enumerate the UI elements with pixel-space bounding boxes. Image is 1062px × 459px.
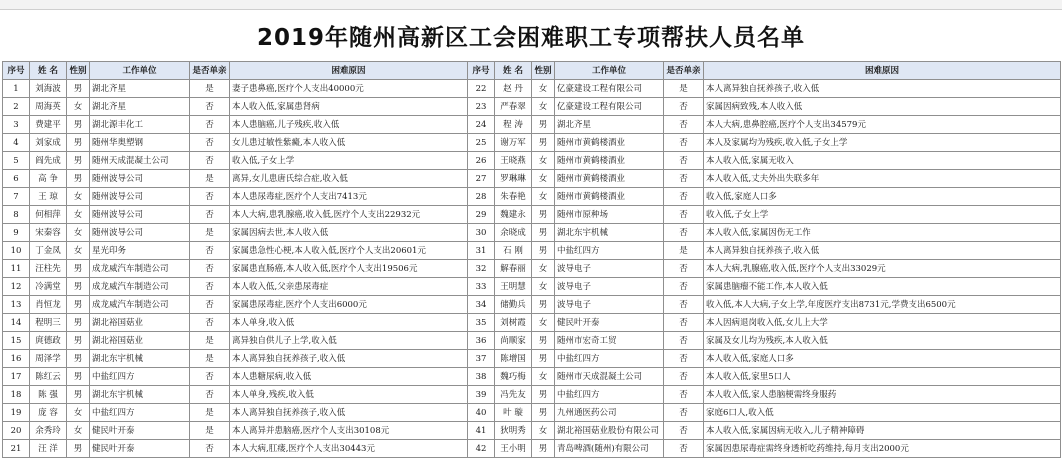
cell-no: 6 (3, 170, 30, 188)
table-row (3, 350, 1061, 368)
cell-reason: 本人单身,收入低 (230, 314, 468, 332)
cell-gender: 女 (532, 368, 555, 386)
table-body (3, 80, 1061, 458)
table-row (3, 314, 1061, 332)
cell-unit: 亿豪建设工程有限公司 (555, 80, 664, 98)
cell-reason: 家属因病去世,本人收入低 (230, 224, 468, 242)
cell-single: 是 (664, 242, 704, 260)
cell-single: 否 (664, 404, 704, 422)
header-unit: 工作单位 (90, 62, 190, 80)
cell-gender: 女 (532, 314, 555, 332)
cell-single: 否 (190, 260, 230, 278)
cell-no: 19 (3, 404, 30, 422)
cell-reason: 女儿患过敏性紫癜,本人收入低 (230, 134, 468, 152)
cell-single: 否 (664, 152, 704, 170)
cell-unit: 湖北齐星 (555, 116, 664, 134)
cell-name: 陈红云 (30, 368, 67, 386)
cell-reason: 本人收入低,家人患脑梗需终身服药 (704, 386, 1061, 404)
cell-no: 27 (468, 170, 495, 188)
table-header-row (3, 62, 1061, 80)
header-reason-right: 困难原因 (704, 62, 1061, 80)
cell-unit: 随州波导公司 (90, 224, 190, 242)
cell-unit: 九州通医药公司 (555, 404, 664, 422)
cell-unit: 随州市黄鹤楼酒业 (555, 170, 664, 188)
cell-reason: 本人及家属均为残疾,收入低,子女上学 (704, 134, 1061, 152)
cell-name: 汪柱先 (30, 260, 67, 278)
cell-gender: 男 (67, 368, 90, 386)
cell-single: 是 (190, 80, 230, 98)
cell-reason: 本人大病,患乳腺癌,收入低,医疗个人支出22932元 (230, 206, 468, 224)
cell-single: 否 (190, 278, 230, 296)
cell-gender: 女 (532, 422, 555, 440)
cell-name: 王明慧 (495, 278, 532, 296)
cell-single: 否 (664, 422, 704, 440)
cell-name: 阎先成 (30, 152, 67, 170)
cell-reason: 本人收入低,家庭人口多 (704, 350, 1061, 368)
cell-unit: 随州波导公司 (90, 188, 190, 206)
cell-gender: 男 (67, 170, 90, 188)
cell-name: 冷满堂 (30, 278, 67, 296)
header-no: 序号 (3, 62, 30, 80)
cell-gender: 女 (532, 260, 555, 278)
cell-reason: 家属患直肠癌,本人收入低,医疗个人支出19506元 (230, 260, 468, 278)
cell-gender: 女 (67, 224, 90, 242)
cell-reason: 本人收入低,父亲患尿毒症 (230, 278, 468, 296)
cell-name: 狄明秀 (495, 422, 532, 440)
cell-single: 否 (664, 314, 704, 332)
cell-gender: 女 (67, 188, 90, 206)
cell-name: 刘树霞 (495, 314, 532, 332)
table-row (3, 278, 1061, 296)
cell-name: 程明三 (30, 314, 67, 332)
cell-no: 38 (468, 368, 495, 386)
cell-gender: 男 (532, 350, 555, 368)
cell-no: 36 (468, 332, 495, 350)
cell-reason: 家属及女儿均为残疾,本人收入低 (704, 332, 1061, 350)
table-row (3, 170, 1061, 188)
cell-reason: 家属患急性心梗,本人收入低,医疗个人支出20601元 (230, 242, 468, 260)
cell-name: 王晓燕 (495, 152, 532, 170)
cell-gender: 男 (532, 440, 555, 458)
cell-no: 30 (468, 224, 495, 242)
cell-name: 周泽学 (30, 350, 67, 368)
cell-gender: 男 (532, 332, 555, 350)
cell-no: 3 (3, 116, 30, 134)
cell-name: 王小明 (495, 440, 532, 458)
cell-single: 否 (190, 134, 230, 152)
cell-single: 否 (190, 368, 230, 386)
cell-no: 35 (468, 314, 495, 332)
cell-reason: 本人收入低,家属因伤无工作 (704, 224, 1061, 242)
cell-unit: 湖北裕国菇业 (90, 314, 190, 332)
cell-single: 是 (190, 350, 230, 368)
table-row (3, 404, 1061, 422)
cell-unit: 湖北源丰化工 (90, 116, 190, 134)
cell-no: 21 (3, 440, 30, 458)
cell-gender: 男 (532, 224, 555, 242)
cell-unit: 随州市黄鹤楼酒业 (555, 152, 664, 170)
cell-no: 13 (3, 296, 30, 314)
cell-reason: 本人患尿毒症,医疗个人支出7413元 (230, 188, 468, 206)
cell-name: 冯先友 (495, 386, 532, 404)
cell-no: 11 (3, 260, 30, 278)
cell-unit: 随州市宏奇工贸 (555, 332, 664, 350)
cell-unit: 中盐红四方 (555, 242, 664, 260)
cell-gender: 女 (67, 404, 90, 422)
cell-unit: 随州市黄鹤楼酒业 (555, 188, 664, 206)
cell-unit: 湖北东宇机械 (90, 350, 190, 368)
cell-no: 32 (468, 260, 495, 278)
cell-gender: 男 (67, 440, 90, 458)
cell-reason: 本人大病,患鼻腔癌,医疗个人支出34579元 (704, 116, 1061, 134)
table-row (3, 422, 1061, 440)
cell-reason: 收入低,子女上学 (230, 152, 468, 170)
cell-name: 陈 强 (30, 386, 67, 404)
cell-unit: 中盐红四方 (90, 368, 190, 386)
cell-no: 26 (468, 152, 495, 170)
cell-name: 费建平 (30, 116, 67, 134)
cell-gender: 男 (532, 206, 555, 224)
cell-unit: 星光印务 (90, 242, 190, 260)
header-no-right: 序号 (468, 62, 495, 80)
cell-unit: 湖北裕国菇业股份有限公司 (555, 422, 664, 440)
cell-no: 34 (468, 296, 495, 314)
cell-no: 15 (3, 332, 30, 350)
page-top-strip (0, 0, 1062, 10)
table-row (3, 224, 1061, 242)
cell-gender: 男 (67, 278, 90, 296)
cell-single: 否 (664, 116, 704, 134)
cell-reason: 收入低,本人大病,子女上学,年度医疗支出8731元,学费支出6500元 (704, 296, 1061, 314)
cell-single: 否 (664, 188, 704, 206)
cell-single: 否 (190, 188, 230, 206)
cell-no: 20 (3, 422, 30, 440)
cell-single: 否 (664, 224, 704, 242)
cell-gender: 男 (532, 386, 555, 404)
cell-name: 罗琳琳 (495, 170, 532, 188)
cell-unit: 波导电子 (555, 260, 664, 278)
cell-single: 是 (190, 224, 230, 242)
cell-name: 丁金凤 (30, 242, 67, 260)
cell-gender: 男 (67, 260, 90, 278)
cell-gender: 男 (67, 314, 90, 332)
cell-no: 31 (468, 242, 495, 260)
cell-no: 29 (468, 206, 495, 224)
cell-reason: 收入低,子女上学 (704, 206, 1061, 224)
cell-single: 否 (664, 206, 704, 224)
cell-name: 余晓成 (495, 224, 532, 242)
cell-reason: 家庭6口人,收入低 (704, 404, 1061, 422)
table-row (3, 332, 1061, 350)
cell-unit: 湖北齐星 (90, 80, 190, 98)
cell-name: 刘家成 (30, 134, 67, 152)
cell-name: 刘海波 (30, 80, 67, 98)
cell-reason: 家属患尿毒症,医疗个人支出6000元 (230, 296, 468, 314)
cell-gender: 女 (532, 278, 555, 296)
cell-gender: 男 (67, 296, 90, 314)
cell-gender: 男 (532, 242, 555, 260)
cell-reason: 本人收入低,家属患肾病 (230, 98, 468, 116)
header-gender: 性别 (67, 62, 90, 80)
cell-name: 庞 容 (30, 404, 67, 422)
cell-gender: 女 (67, 206, 90, 224)
cell-reason: 本人大病,肛瘘,医疗个人支出30443元 (230, 440, 468, 458)
header-gender-right: 性别 (532, 62, 555, 80)
cell-single: 否 (190, 440, 230, 458)
cell-reason: 家属患脑瘤不能工作,本人收入低 (704, 278, 1061, 296)
cell-name: 尚顺家 (495, 332, 532, 350)
cell-unit: 中盐红四方 (555, 350, 664, 368)
cell-gender: 男 (67, 350, 90, 368)
cell-unit: 随州市黄鹤楼酒业 (555, 134, 664, 152)
cell-single: 是 (190, 404, 230, 422)
cell-single: 否 (664, 386, 704, 404)
cell-no: 25 (468, 134, 495, 152)
cell-reason: 本人大病,乳腺癌,收入低,医疗个人支出33029元 (704, 260, 1061, 278)
cell-reason: 本人因病退岗收入低,女儿上大学 (704, 314, 1061, 332)
cell-unit: 健民叶开泰 (90, 440, 190, 458)
cell-no: 28 (468, 188, 495, 206)
cell-no: 22 (468, 80, 495, 98)
cell-gender: 女 (67, 98, 90, 116)
document-title: 2019年随州高新区工会困难职工专项帮扶人员名单 (256, 25, 805, 51)
cell-name: 赵 丹 (495, 80, 532, 98)
cell-single: 否 (664, 134, 704, 152)
cell-single: 否 (190, 116, 230, 134)
cell-name: 肖恒龙 (30, 296, 67, 314)
cell-name: 余秀玲 (30, 422, 67, 440)
cell-reason: 本人离异独自抚养孩子,收入低 (704, 242, 1061, 260)
cell-no: 5 (3, 152, 30, 170)
cell-gender: 女 (532, 188, 555, 206)
cell-name: 魏建永 (495, 206, 532, 224)
cell-gender: 男 (67, 332, 90, 350)
cell-reason: 本人离异独自抚养孩子,收入低 (230, 350, 468, 368)
cell-unit: 随州华奥塑钢 (90, 134, 190, 152)
header-name: 姓 名 (30, 62, 67, 80)
cell-name: 程 涛 (495, 116, 532, 134)
cell-reason: 本人收入低,家属无收入 (704, 152, 1061, 170)
cell-no: 2 (3, 98, 30, 116)
cell-single: 否 (190, 314, 230, 332)
cell-unit: 随州波导公司 (90, 170, 190, 188)
cell-reason: 家属因患尿毒症需终身透析吃药维持,每月支出2000元 (704, 440, 1061, 458)
cell-single: 否 (190, 296, 230, 314)
cell-single: 否 (664, 170, 704, 188)
cell-name: 周海英 (30, 98, 67, 116)
cell-gender: 女 (67, 242, 90, 260)
cell-name: 魏巧梅 (495, 368, 532, 386)
cell-gender: 男 (67, 386, 90, 404)
cell-gender: 男 (532, 134, 555, 152)
cell-no: 37 (468, 350, 495, 368)
cell-no: 17 (3, 368, 30, 386)
cell-name: 叶 璇 (495, 404, 532, 422)
cell-name: 陈增国 (495, 350, 532, 368)
cell-name: 严春翠 (495, 98, 532, 116)
cell-unit: 亿豪建设工程有限公司 (555, 98, 664, 116)
cell-name: 谢万军 (495, 134, 532, 152)
cell-gender: 男 (532, 296, 555, 314)
cell-reason: 本人收入低,家里5口人 (704, 368, 1061, 386)
cell-no: 39 (468, 386, 495, 404)
cell-reason: 本人离异独自抚养孩子,收入低 (704, 80, 1061, 98)
cell-no: 40 (468, 404, 495, 422)
cell-name: 高 争 (30, 170, 67, 188)
cell-unit: 湖北东宇机械 (555, 224, 664, 242)
cell-gender: 男 (532, 116, 555, 134)
cell-name: 解春丽 (495, 260, 532, 278)
cell-no: 23 (468, 98, 495, 116)
cell-no: 9 (3, 224, 30, 242)
cell-reason: 本人收入低,丈夫外出失联多年 (704, 170, 1061, 188)
cell-single: 否 (190, 242, 230, 260)
cell-single: 否 (664, 350, 704, 368)
table-row (3, 98, 1061, 116)
table-row (3, 116, 1061, 134)
cell-reason: 妻子患鼻癌,医疗个人支出40000元 (230, 80, 468, 98)
cell-name: 石 刚 (495, 242, 532, 260)
cell-reason: 离异独自供儿子上学,收入低 (230, 332, 468, 350)
cell-unit: 成龙威汽车制造公司 (90, 260, 190, 278)
cell-gender: 女 (532, 152, 555, 170)
table-row (3, 80, 1061, 98)
cell-unit: 中盐红四方 (555, 386, 664, 404)
cell-gender: 男 (532, 404, 555, 422)
cell-no: 10 (3, 242, 30, 260)
cell-name: 宋秦容 (30, 224, 67, 242)
table-row (3, 440, 1061, 458)
cell-unit: 随州市天成混凝土公司 (555, 368, 664, 386)
table-row (3, 368, 1061, 386)
cell-reason: 本人单身,残疾,收入低 (230, 386, 468, 404)
cell-no: 24 (468, 116, 495, 134)
table-row (3, 386, 1061, 404)
cell-no: 8 (3, 206, 30, 224)
header-single: 是否单亲 (190, 62, 230, 80)
cell-unit: 波导电子 (555, 296, 664, 314)
cell-no: 16 (3, 350, 30, 368)
cell-no: 41 (468, 422, 495, 440)
cell-reason: 离异,女儿患唐氏综合症,收入低 (230, 170, 468, 188)
cell-no: 33 (468, 278, 495, 296)
cell-no: 7 (3, 188, 30, 206)
cell-no: 4 (3, 134, 30, 152)
cell-unit: 成龙威汽车制造公司 (90, 278, 190, 296)
cell-name: 何相萍 (30, 206, 67, 224)
cell-unit: 成龙威汽车制造公司 (90, 296, 190, 314)
cell-no: 18 (3, 386, 30, 404)
cell-no: 14 (3, 314, 30, 332)
table-row (3, 206, 1061, 224)
table-row (3, 188, 1061, 206)
cell-single: 否 (664, 440, 704, 458)
cell-name: 储勤兵 (495, 296, 532, 314)
cell-gender: 男 (67, 134, 90, 152)
table-row (3, 134, 1061, 152)
cell-unit: 湖北东宇机械 (90, 386, 190, 404)
cell-gender: 女 (532, 98, 555, 116)
cell-single: 是 (190, 170, 230, 188)
cell-reason: 收入低,家庭人口多 (704, 188, 1061, 206)
cell-no: 1 (3, 80, 30, 98)
table-row (3, 152, 1061, 170)
header-unit-right: 工作单位 (555, 62, 664, 80)
cell-reason: 本人离异并患脑癌,医疗个人支出30108元 (230, 422, 468, 440)
table-row (3, 242, 1061, 260)
cell-unit: 中盐红四方 (90, 404, 190, 422)
cell-unit: 健民叶开泰 (555, 314, 664, 332)
cell-no: 12 (3, 278, 30, 296)
cell-single: 否 (190, 206, 230, 224)
cell-reason: 家属因病致残,本人收入低 (704, 98, 1061, 116)
cell-unit: 青岛啤酒(随州)有限公司 (555, 440, 664, 458)
cell-single: 是 (664, 80, 704, 98)
assistance-list-table (2, 61, 1061, 458)
cell-gender: 男 (67, 116, 90, 134)
cell-reason: 本人患糖尿病,收入低 (230, 368, 468, 386)
cell-single: 是 (190, 332, 230, 350)
cell-reason: 本人离异独自抚养孩子,收入低 (230, 404, 468, 422)
cell-unit: 健民叶开泰 (90, 422, 190, 440)
cell-gender: 女 (67, 422, 90, 440)
cell-single: 否 (664, 260, 704, 278)
cell-unit: 湖北裕国菇业 (90, 332, 190, 350)
header-reason: 困难原因 (230, 62, 468, 80)
cell-name: 朱春艳 (495, 188, 532, 206)
cell-name: 汪 洋 (30, 440, 67, 458)
cell-reason: 本人收入低,家属因病无收入,儿子精神障碍 (704, 422, 1061, 440)
header-name-right: 姓 名 (495, 62, 532, 80)
cell-gender: 女 (532, 80, 555, 98)
cell-unit: 随州市原种场 (555, 206, 664, 224)
header-single-right: 是否单亲 (664, 62, 704, 80)
table-row (3, 296, 1061, 314)
cell-unit: 湖北齐星 (90, 98, 190, 116)
table-row (3, 260, 1061, 278)
cell-gender: 女 (532, 170, 555, 188)
cell-unit: 随州波导公司 (90, 206, 190, 224)
cell-gender: 男 (67, 152, 90, 170)
cell-reason: 本人患脑癌,儿子残疾,收入低 (230, 116, 468, 134)
cell-single: 否 (190, 386, 230, 404)
cell-gender: 男 (67, 80, 90, 98)
cell-single: 否 (664, 368, 704, 386)
cell-single: 否 (664, 332, 704, 350)
cell-unit: 随州天成混凝土公司 (90, 152, 190, 170)
cell-single: 是 (190, 422, 230, 440)
cell-name: 庹德政 (30, 332, 67, 350)
cell-single: 否 (664, 278, 704, 296)
cell-no: 42 (468, 440, 495, 458)
cell-single: 否 (190, 152, 230, 170)
cell-unit: 波导电子 (555, 278, 664, 296)
cell-name: 王 琼 (30, 188, 67, 206)
cell-single: 否 (190, 98, 230, 116)
cell-single: 否 (664, 98, 704, 116)
cell-single: 否 (664, 296, 704, 314)
